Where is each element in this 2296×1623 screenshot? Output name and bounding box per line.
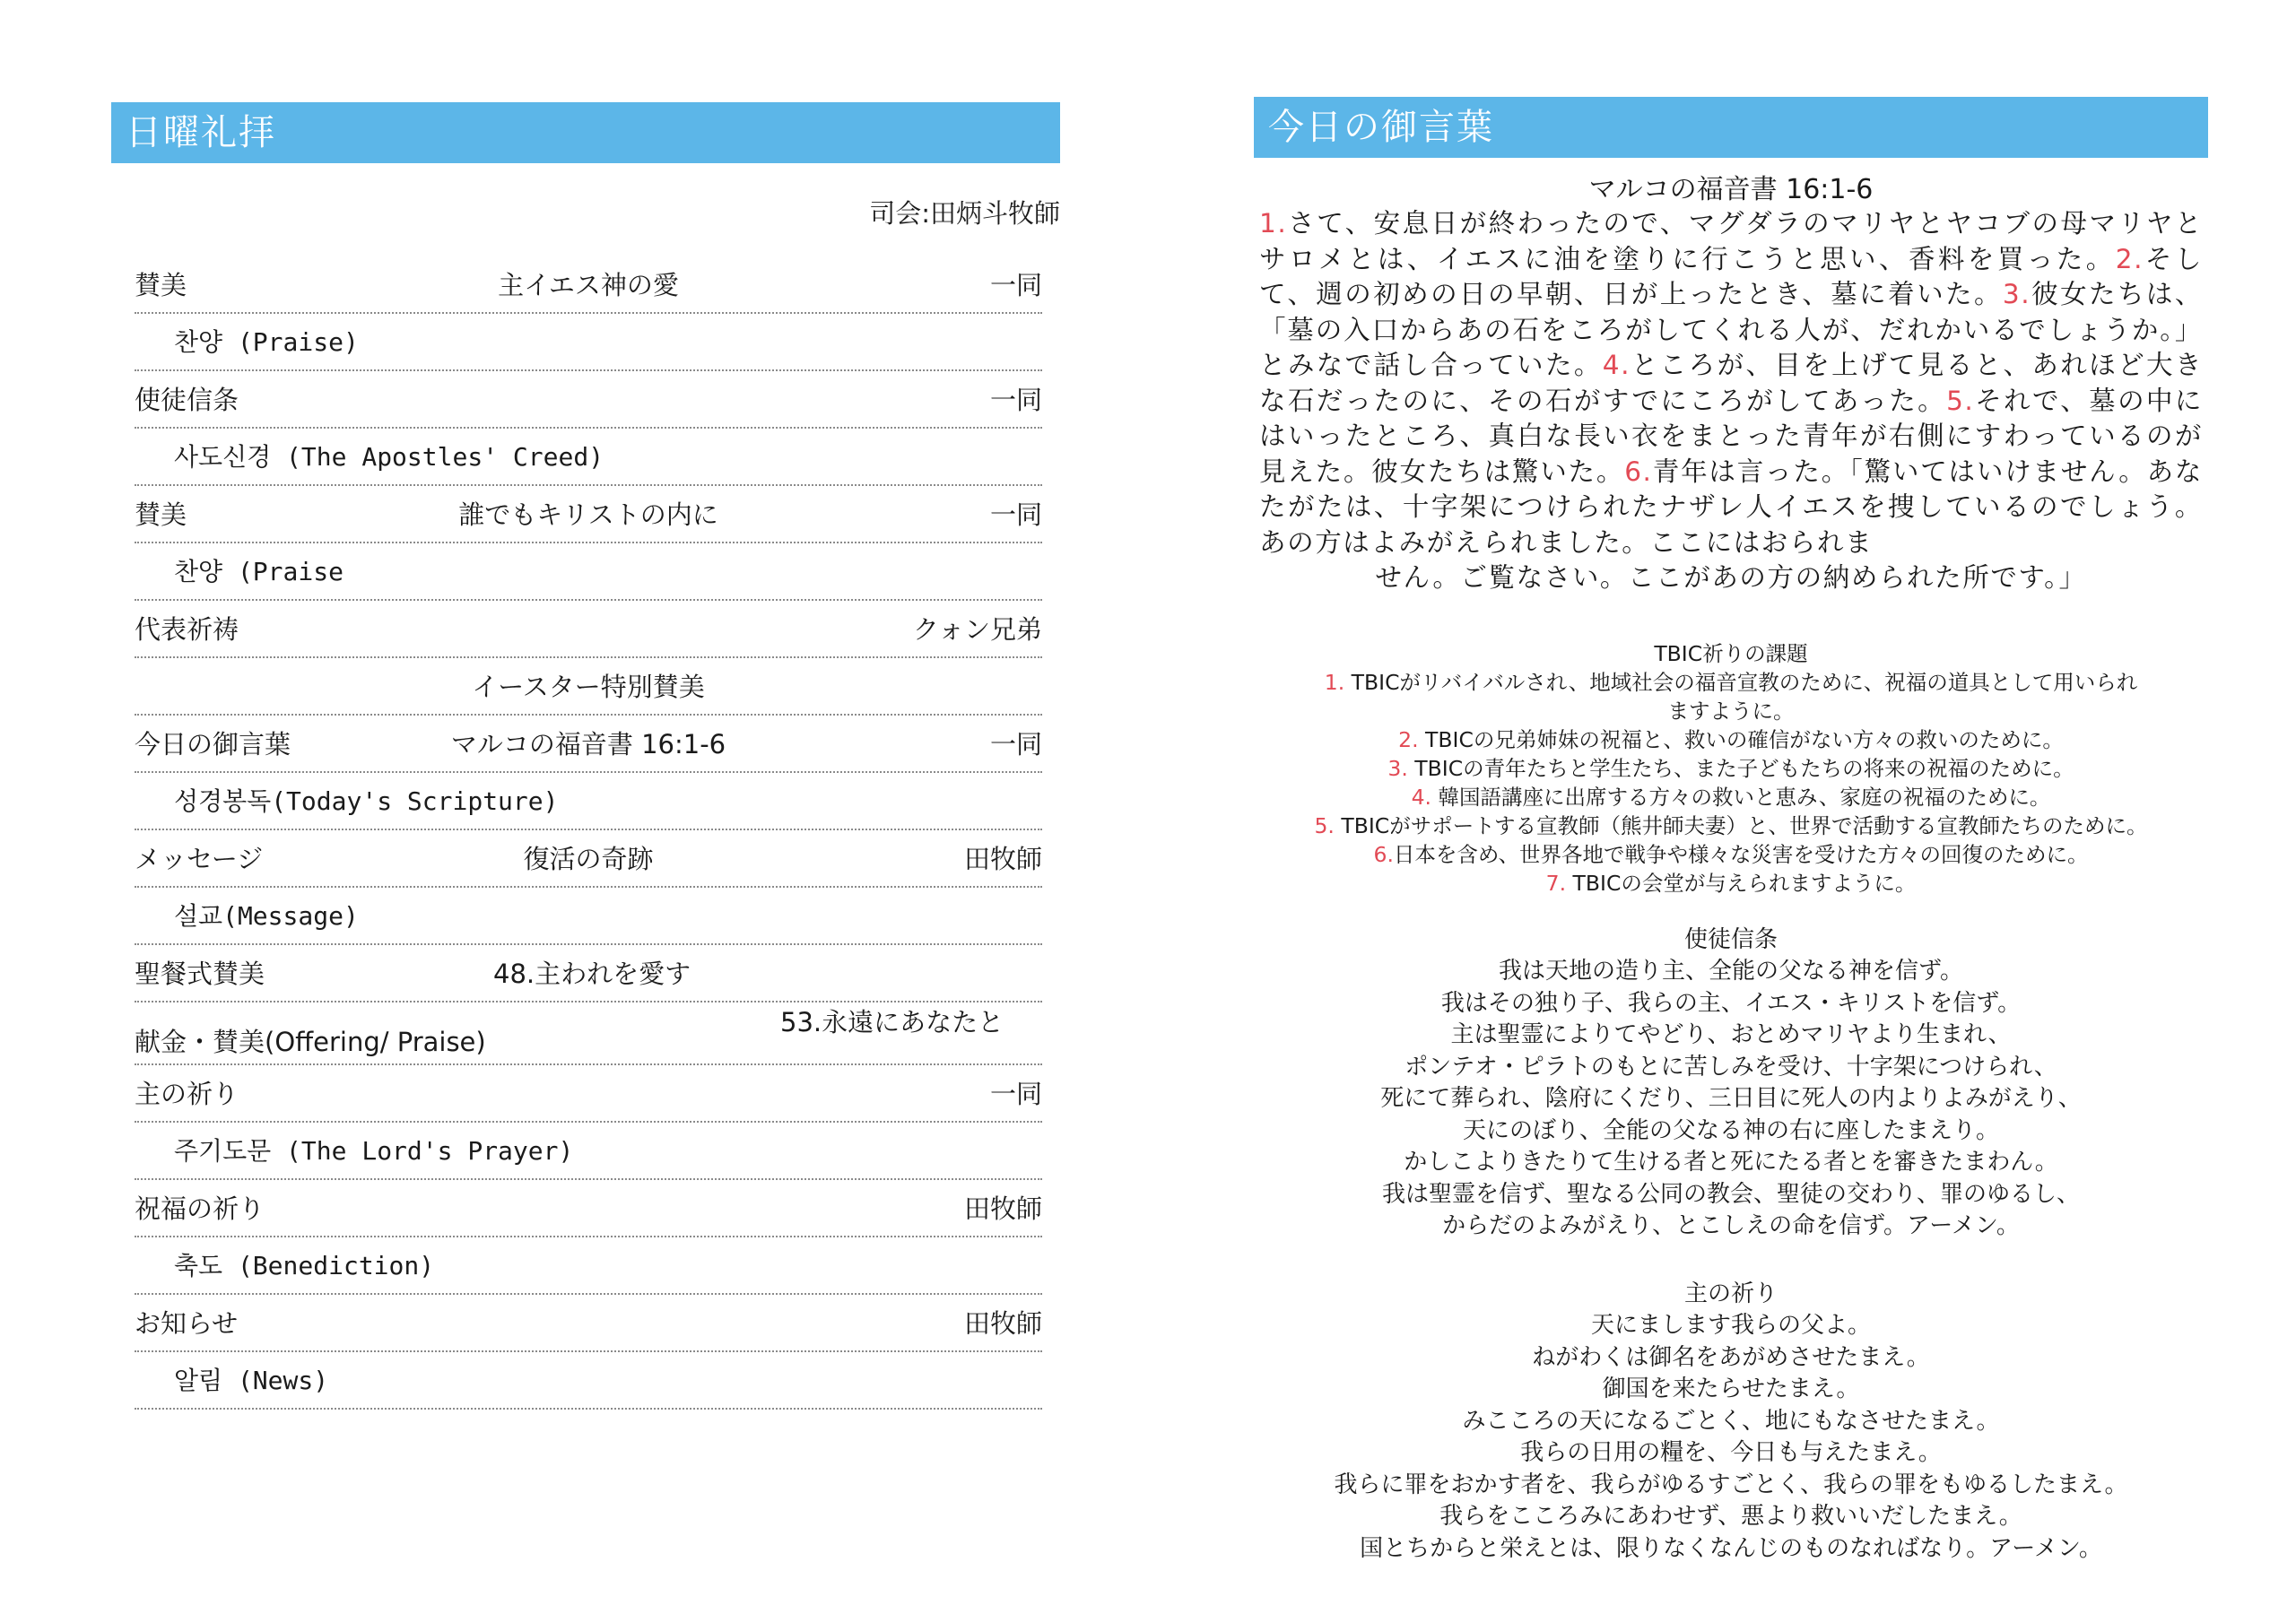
order-row <box>135 716 1042 773</box>
verse-number: 4. <box>1602 350 1631 380</box>
creed-line: 我はその独り子、我らの主、イエス・キリストを信ず。 <box>1440 989 2022 1017</box>
prayer-number: 5. <box>1314 812 1335 838</box>
korean-label: 찬양 (Praise) <box>174 327 359 357</box>
prayer-text: TBICの兄弟姉妹の祝福と、救いの確信がない方々の救いのために。 <box>1418 726 2064 752</box>
scripture-last-line: せん。ご覧なさい。ここがあの方の納められた所です。」 <box>1375 562 2087 593</box>
order-sub-row <box>135 1237 1042 1295</box>
order-sub-row <box>135 314 1042 371</box>
verse-text: さて、安息日が終わったので、マグダラのマリヤとヤコブの母マリヤとサロメとは、イエスに油を塗りに行こうと思い、香料を買った。 <box>1259 208 2203 274</box>
order-row <box>135 1180 1042 1237</box>
prayer-text: TBICの会堂が与えられますように。 <box>1566 870 1917 896</box>
lord-line: 我らに罪をおかす者を、我らがゆるすごとく、我らの罪をもゆるしたまえ。 <box>1334 1471 2128 1498</box>
lords-prayer-title: 主の祈り <box>1683 1280 1778 1307</box>
creed-line: 死にて葬られ、陰府にくだり、三日目に死人の内よりよみがえり、 <box>1380 1085 2082 1112</box>
order-sub-row <box>135 429 1042 486</box>
prayer-number: 4. <box>1411 784 1432 810</box>
creed-line: 天にのぼり、全能の父なる神の右に座したまえり。 <box>1462 1116 1999 1144</box>
item-leader: 田牧師 <box>963 1193 1042 1224</box>
item-leader: クォン兄弟 <box>912 614 1042 645</box>
verse-number: 1. <box>1259 208 1288 239</box>
creed-title: 使徒信条 <box>1683 925 1778 953</box>
item-name: 賛美 <box>135 499 187 530</box>
right-page <box>1254 174 2208 1565</box>
item-title: 主イエス神の愛 <box>498 270 679 300</box>
korean-label: 주기도문 (The Lord's Prayer) <box>174 1136 574 1166</box>
creed-line: 我は聖霊を信ず、聖なる公同の教会、聖徒の交わり、罪のゆるし、 <box>1382 1180 2080 1208</box>
korean-label: 설교(Message) <box>174 901 359 931</box>
verse-number: 2. <box>2115 243 2144 274</box>
item-title: マルコの福音書 16:1-6 <box>450 729 726 759</box>
prayer-text: TBICがリバイバルされ、地域社会の福音宣教のために、祝福の道具として用いられ <box>1344 669 2138 695</box>
item-leader: 田牧師 <box>963 844 1042 874</box>
item-title: 誰でもキリストの内に <box>458 499 718 530</box>
prayer-item <box>1254 697 2208 725</box>
order-row <box>135 1002 1042 1065</box>
order-sub-row <box>135 773 1042 830</box>
worship-banner: 日曜礼拝 <box>111 102 1060 163</box>
lord-line: ねがわくは御名をあがめさせたまえ。 <box>1532 1343 1930 1371</box>
order-row <box>135 945 1042 1002</box>
order-sub-row <box>135 1123 1042 1180</box>
order-row <box>135 371 1042 429</box>
item-name: 今日の御言葉 <box>135 729 291 759</box>
prayer-text: 日本を含め、世界各地で戦争や様々な災害を受けた方々の回復のために。 <box>1393 841 2089 867</box>
prayer-number: 7. <box>1545 870 1567 896</box>
verse-text: 彼女たちは、「墓の入口からあの石をころがしてくれる人が、だれかいるでしょうか。」とみなで話し合っていた。 <box>1259 279 2203 380</box>
order-row <box>135 486 1042 543</box>
prayer-item <box>1254 812 2208 840</box>
prayer-requests <box>1254 639 2208 898</box>
prayer-number: 1. <box>1324 669 1345 695</box>
item-leader: 一同 <box>989 385 1042 415</box>
verse-text: それで、墓の中にはいったところ、真白な長い衣をまとった青年が右側にすわっているのが見えた。彼女たちは驚いた。 <box>1259 385 2203 487</box>
apostles-creed <box>1254 924 2208 1243</box>
verse-text: ところが、目を上げて見ると、あれほど大きな石だったのに、その石がすでにころがしてあった。 <box>1259 350 2203 416</box>
order-sub-row <box>135 543 1042 601</box>
prayer-list <box>1254 668 2208 898</box>
lord-line: 天にまします我らの父よ。 <box>1590 1312 1871 1339</box>
item-leader: 一同 <box>989 729 1042 759</box>
prayer-number: 2. <box>1398 726 1419 752</box>
prayer-text: ますように。 <box>1667 698 1795 724</box>
item-title: イースター特別賛美 <box>472 672 705 702</box>
order-row <box>135 1065 1042 1123</box>
prayer-item <box>1254 725 2208 754</box>
item-name: 代表祈祷 <box>135 614 239 645</box>
korean-label: 찬양 (Praise <box>174 557 344 586</box>
prayer-item <box>1254 754 2208 783</box>
korean-label: 성경봉독(Today's Scripture) <box>174 786 559 816</box>
scripture-text <box>1254 206 2208 596</box>
prayer-text: TBICがサポートする宣教師（熊井師夫妻）と、世界で活動する宣教師たちのために。 <box>1334 812 2148 838</box>
korean-label: 축도 (Benediction) <box>174 1251 435 1280</box>
lord-line: 我らの日用の糧を、今日も与えたまえ。 <box>1520 1439 1942 1466</box>
verse-text: そして、週の初めの日の早朝、日が上ったとき、墓に着いた。 <box>1259 243 2203 309</box>
order-sub-row <box>135 888 1042 945</box>
scripture-reference: マルコの福音書 16:1-6 <box>1588 174 1874 205</box>
prayer-text: 韓国語講座に出席する方々の救いと恵み、家庭の祝福のために。 <box>1431 784 2051 810</box>
prayer-item <box>1254 840 2208 869</box>
order-row <box>135 256 1042 314</box>
item-name: 献金・賛美(Offering/ Praise) <box>135 1027 486 1057</box>
order-row <box>135 601 1042 658</box>
lord-line: 我らをこころみにあわせず、悪より救いいだしたまえ。 <box>1439 1503 2022 1530</box>
item-title: 復活の奇跡 <box>523 844 654 874</box>
item-name: 賛美 <box>135 270 187 300</box>
prayer-requests-title: TBIC祈りの課題 <box>1654 640 1808 666</box>
item-leader: 一同 <box>989 270 1042 300</box>
verse-number: 3. <box>2002 279 2031 309</box>
creed-line: 主は聖霊によりてやどり、おとめマリヤより生まれ、 <box>1450 1021 2012 1048</box>
order-of-service <box>135 256 1042 1410</box>
creed-line: からだのよみがえり、とこしえの命を信ず。アーメン。 <box>1442 1212 2020 1239</box>
order-row <box>135 658 1042 716</box>
item-leader: 田牧師 <box>963 1308 1042 1339</box>
korean-label: 사도신경 (The Apostles' Creed) <box>174 442 604 472</box>
item-name: メッセージ <box>135 844 264 874</box>
lord-line: 御国を来たらせたまえ。 <box>1602 1376 1860 1402</box>
lord-line: みこころの天になるごとく、地にもなさせたまえ。 <box>1462 1407 2000 1435</box>
presider-label: 司会:田炳斗牧師 <box>869 198 1060 229</box>
prayer-number: 6. <box>1373 841 1394 867</box>
item-name: 主の祈り <box>135 1079 239 1109</box>
verse-number: 6. <box>1624 456 1653 487</box>
prayer-item <box>1254 668 2208 697</box>
order-row <box>135 830 1042 888</box>
item-name: 使徒信条 <box>135 385 239 415</box>
scripture-banner: 今日の御言葉 <box>1254 97 2208 158</box>
item-leader: 一同 <box>989 499 1042 530</box>
item-leader: 一同 <box>989 1079 1042 1109</box>
creed-line: ポンテオ・ピラトのもとに苦しみを受け、十字架につけられ、 <box>1405 1053 2057 1081</box>
lords-prayer-lines <box>1254 1310 2208 1565</box>
verse-number: 5. <box>1946 385 1975 416</box>
lords-prayer <box>1254 1279 2208 1566</box>
lord-line: 国とちからと栄えとは、限りなくなんじのものなればなり。アーメン。 <box>1360 1534 2102 1562</box>
item-name: 祝福の祈り <box>135 1193 265 1224</box>
prayer-item <box>1254 869 2208 898</box>
creed-lines <box>1254 956 2208 1243</box>
item-title: 53.永遠にあなたと <box>780 1007 1004 1037</box>
item-name: お知らせ <box>135 1308 239 1339</box>
item-name: 聖餐式賛美 <box>135 959 265 989</box>
prayer-number: 3. <box>1387 755 1408 781</box>
scripture-verses <box>1259 208 2203 558</box>
order-row <box>135 1295 1042 1352</box>
creed-line: かしこよりきたりて生ける者と死にたる者とを審きたまわん。 <box>1404 1149 2058 1176</box>
korean-label: 알림 (News) <box>174 1366 329 1395</box>
order-sub-row <box>135 1352 1042 1410</box>
prayer-item <box>1254 783 2208 812</box>
verse-text: 青年は言った。「驚いてはいけません。あなたがたは、十字架につけられたナザレ人イエスを捜しているのでしょう。あの方はよみがえられました。ここにはおられま <box>1259 456 2203 558</box>
item-title: 48.主われを愛す <box>493 959 691 989</box>
prayer-text: TBICの青年たちと学生たち、また子どもたちの将来の祝福のために。 <box>1407 755 2074 781</box>
creed-line: 我は天地の造り主、全能の父なる神を信ず。 <box>1499 958 1963 985</box>
